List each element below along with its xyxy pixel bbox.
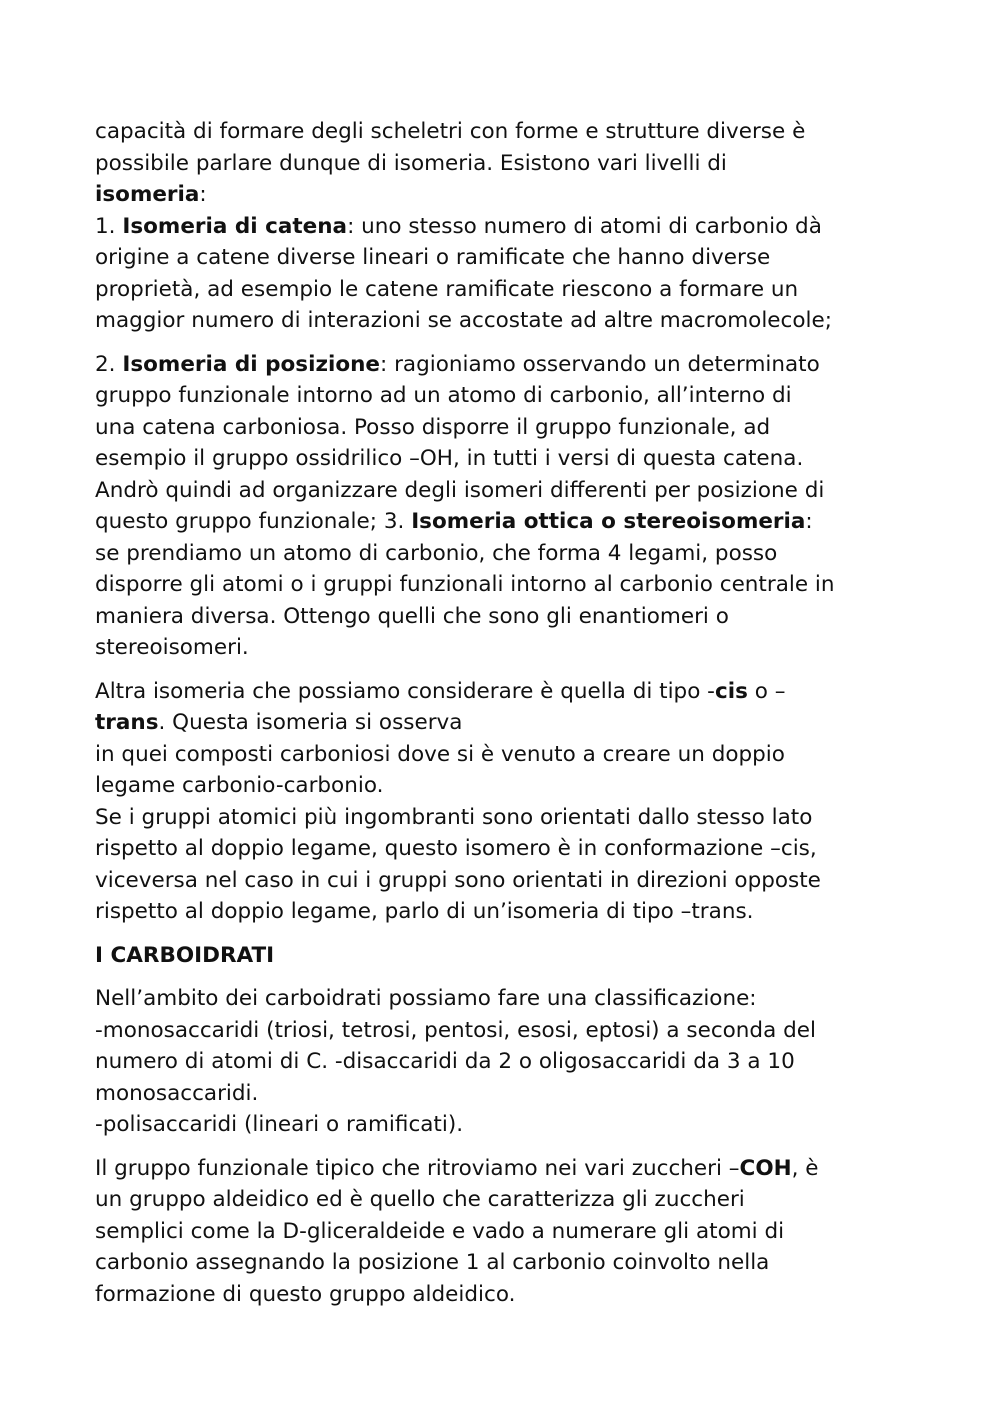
text-line: rispetto al doppio legame, questo isomero è in conformazione –cis,	[95, 836, 817, 861]
text-line	[95, 506, 910, 538]
text-line	[95, 179, 910, 211]
text-fragment: :	[199, 182, 207, 207]
text-line: maggior numero di interazioni se accostate ad altre macromolecole;	[95, 308, 832, 333]
bold-term: COH	[739, 1155, 792, 1181]
text-line: origine a catene diverse lineari o ramificate che hanno diverse	[95, 245, 771, 270]
text-line: Se i gruppi atomici più ingombranti sono orientati dallo stesso lato	[95, 804, 813, 830]
text-line: monosaccaridi.	[95, 1080, 259, 1106]
text-fragment: Il gruppo funzionale tipico che ritroviamo nei vari zuccheri –	[95, 1155, 740, 1181]
text-line: Andrò quindi ad organizzare degli isomeri differenti per posizione di	[95, 477, 825, 503]
text-fragment: Altra isomeria che possiamo considerare è quella di tipo -	[95, 678, 715, 704]
text-line: Nell’ambito dei carboidrati possiamo fare una classificazione:	[95, 986, 757, 1011]
text-line	[95, 211, 910, 243]
bold-term: Isomeria di posizione	[122, 351, 380, 377]
text-fragment: 1.	[95, 213, 123, 239]
text-line: rispetto al doppio legame, parlo di un’isomeria di tipo –trans.	[95, 899, 754, 924]
text-line: proprietà, ad esempio le catene ramificate riescono a formare un	[95, 276, 799, 302]
text-line: un gruppo aldeidico ed è quello che caratterizza gli zuccheri	[95, 1187, 745, 1212]
text-line: in quei composti carboniosi dove si è venuto a creare un doppio	[95, 741, 785, 767]
document-page	[95, 116, 910, 1322]
text-fragment: . Questa isomeria si osserva	[158, 710, 463, 735]
text-line: gruppo funzionale intorno ad un atomo di carbonio, all’interno di	[95, 383, 792, 408]
text-line	[95, 707, 910, 739]
text-line: una catena carboniosa. Posso disporre il gruppo funzionale, ad	[95, 414, 771, 440]
text-line: disporre gli atomi o i gruppi funzionali intorno al carbonio centrale in	[95, 572, 835, 597]
text-fragment: :	[805, 509, 813, 534]
text-line: -monosaccaridi (triosi, tetrosi, pentosi, esosi, eptosi) a seconda del	[95, 1017, 816, 1043]
text-line	[95, 1153, 910, 1185]
paragraph-isomeria-posizione	[95, 349, 910, 664]
section-heading: I CARBOIDRATI	[95, 942, 275, 968]
text-fragment: 2.	[95, 351, 123, 377]
text-line: formazione di questo gruppo aldeidico.	[95, 1281, 516, 1307]
text-fragment: : uno stesso numero di atomi di carbonio dà	[347, 213, 822, 239]
text-line	[95, 349, 910, 381]
paragraph-isomeria-intro	[95, 116, 910, 337]
paragraph-cis-trans	[95, 676, 910, 928]
text-line: stereoisomeri.	[95, 635, 249, 660]
text-fragment: : ragioniamo osservando un determinato	[380, 351, 820, 377]
text-fragment: , è	[791, 1155, 819, 1181]
text-line: maniera diversa. Ottengo quelli che sono gli enantiomeri o	[95, 603, 729, 629]
bold-term: Isomeria ottica o stereoisomeria	[411, 509, 806, 534]
text-line: legame carbonio-carbonio.	[95, 773, 384, 798]
text-line: -polisaccaridi (lineari o ramificati).	[95, 1112, 464, 1137]
text-fragment: questo gruppo funzionale; 3.	[95, 509, 412, 534]
text-line: se prendiamo un atomo di carbonio, che forma 4 legami, posso	[95, 540, 778, 566]
text-line: esempio il gruppo ossidrilico –OH, in tutti i versi di questa catena.	[95, 446, 804, 471]
text-line: viceversa nel caso in cui i gruppi sono orientati in direzioni opposte	[95, 867, 821, 893]
bold-term: cis	[714, 678, 748, 704]
paragraph-gruppo-aldeidico	[95, 1153, 910, 1311]
bold-term: Isomeria di catena	[122, 213, 348, 239]
text-line: numero di atomi di C. -disaccaridi da 2 o oligosaccaridi da 3 a 10	[95, 1049, 795, 1074]
text-line	[95, 676, 910, 708]
text-fragment: o –	[747, 678, 786, 704]
text-line: possibile parlare dunque di isomeria. Esistono vari livelli di	[95, 150, 727, 176]
bold-term: trans	[95, 710, 159, 735]
text-line: semplici come la D-gliceraldeide e vado a numerare gli atomi di	[95, 1218, 785, 1244]
bold-term: isomeria	[95, 182, 200, 207]
text-line: capacità di formare degli scheletri con forme e strutture diverse è	[95, 119, 806, 144]
paragraph-classificazione	[95, 983, 910, 1141]
text-line: carbonio assegnando la posizione 1 al carbonio coinvolto nella	[95, 1250, 770, 1275]
